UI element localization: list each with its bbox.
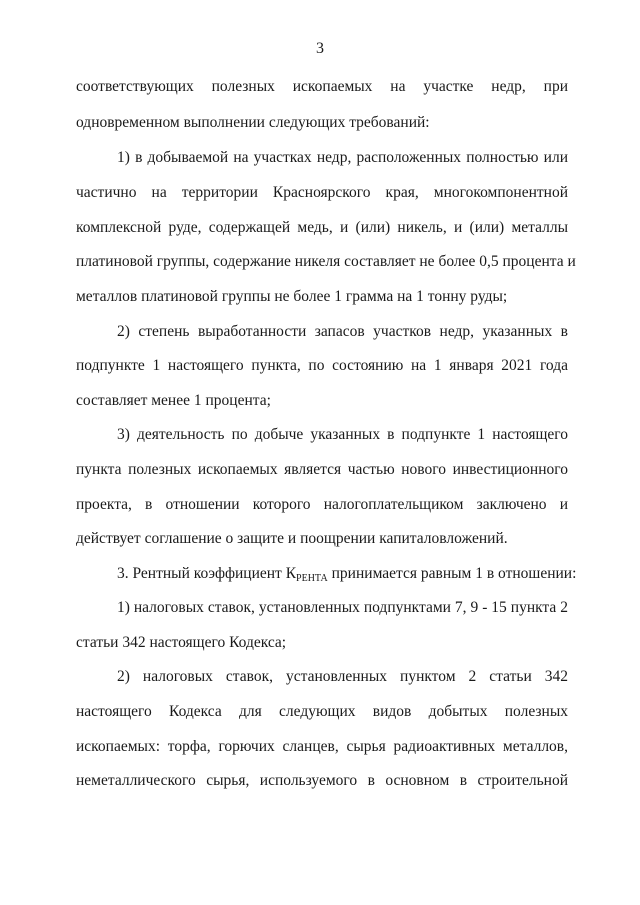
text-line: 2) налоговых ставок, установленных пунктом 2 статьи 342 — [117, 668, 568, 685]
text-line: частично на территории Красноярского края, многокомпонентной — [76, 184, 568, 201]
text-line: ископаемых: торфа, горючих сланцев, сырья радиоактивных металлов, — [76, 738, 568, 755]
text-line: платиновой группы, содержание никеля составляет не более 0,5 процента и — [76, 253, 576, 270]
text-line-rent-coefficient — [117, 564, 577, 589]
text-line: действует соглашение о защите и поощрении капиталовложений. — [76, 530, 508, 547]
text-line: пункта полезных ископаемых является частью нового инвестиционного — [76, 461, 568, 478]
subscript-text: РЕНТА — [296, 573, 328, 584]
text-line: 3) деятельность по добыче указанных в подпункте 1 настоящего — [117, 426, 568, 443]
page-number: 3 — [316, 40, 324, 57]
text-line: соответствующих полезных ископаемых на участке недр, при — [76, 78, 568, 95]
text-line: составляет менее 1 процента; — [76, 392, 271, 409]
text-line: 2) степень выработанности запасов участков недр, указанных в — [117, 323, 568, 340]
text-line: металлов платиновой группы не более 1 грамма на 1 тонну руды; — [76, 288, 508, 305]
text-line: одновременном выполнении следующих требований: — [76, 114, 430, 131]
text-line: настоящего Кодекса для следующих видов добытых полезных — [76, 703, 568, 720]
text-line: 1) налоговых ставок, установленных подпунктами 7, 9 - 15 пункта 2 — [117, 599, 568, 616]
text-line: статьи 342 настоящего Кодекса; — [76, 634, 287, 651]
text-line: подпункте 1 настоящего пункта, по состоянию на 1 января 2021 года — [76, 357, 568, 374]
text-line: 1) в добываемой на участках недр, расположенных полностью или — [117, 149, 568, 166]
text-fragment: 3. Рентный коэффициент К — [117, 565, 297, 582]
text-line: проекта, в отношении которого налогоплательщиком заключено и — [76, 496, 568, 513]
text-fragment: принимается равным 1 в отношении: — [327, 565, 577, 582]
text-line: неметаллического сырья, используемого в основном в строительной — [76, 772, 568, 789]
text-line: комплексной руде, содержащей медь, и (или) никель, и (или) металлы — [76, 219, 568, 236]
